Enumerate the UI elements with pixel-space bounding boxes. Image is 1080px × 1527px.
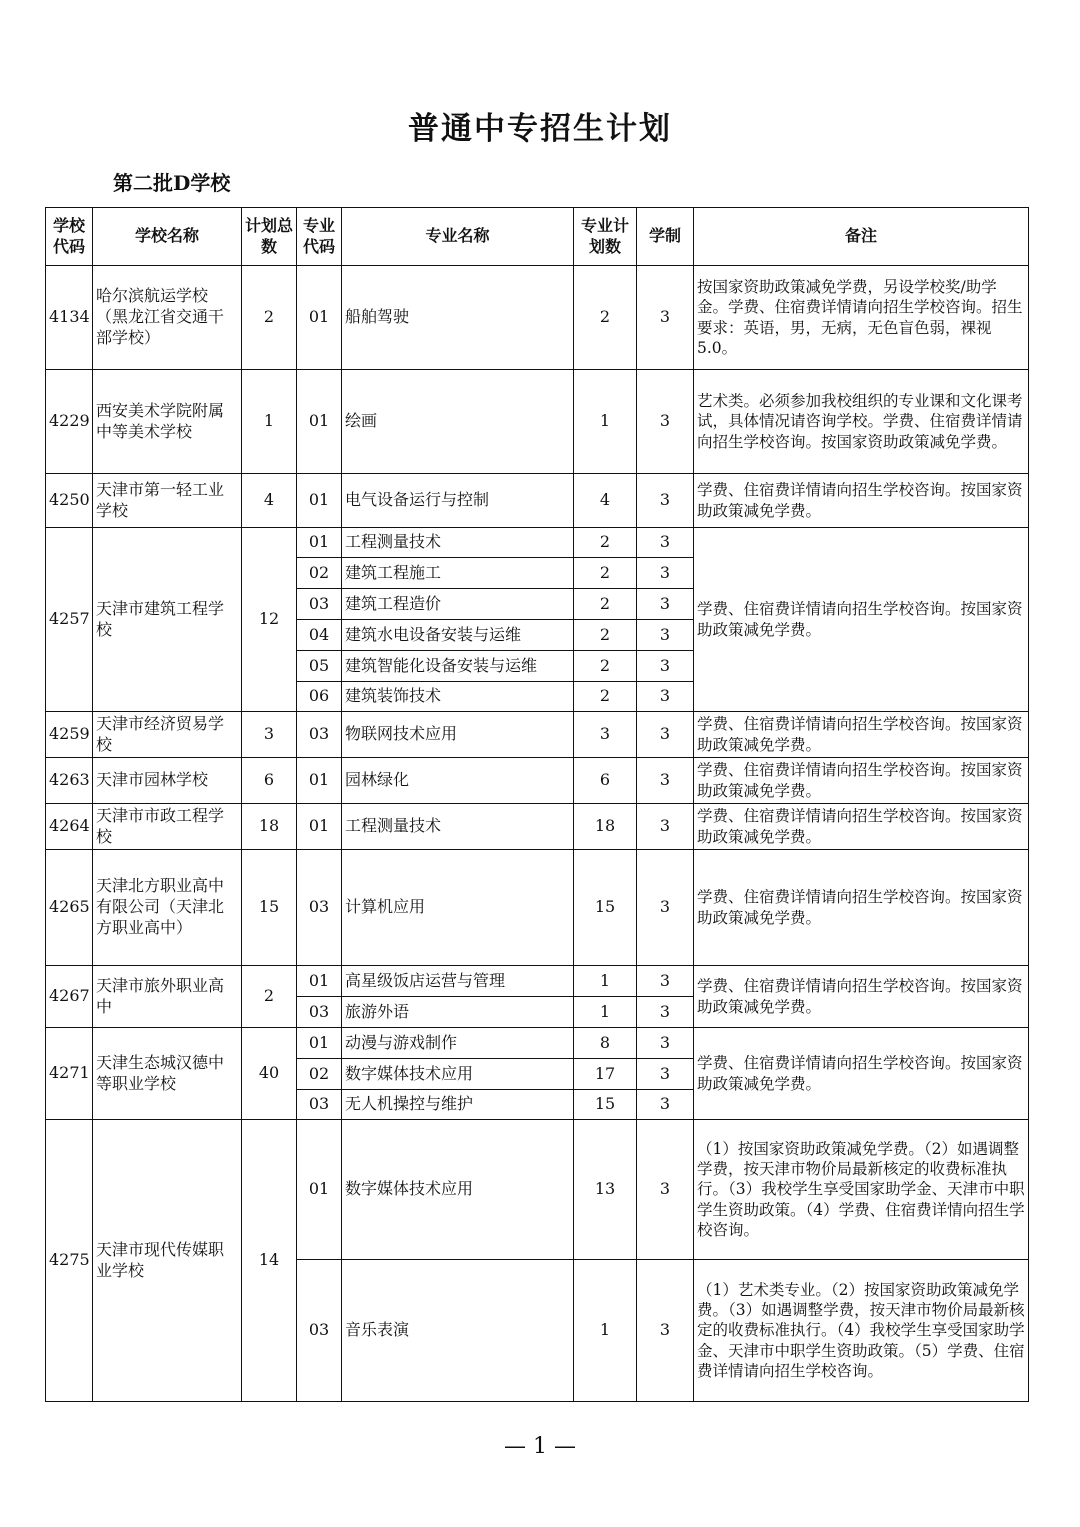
note: 艺术类。必须参加我校组织的专业课和文化课考试，具体情况请咨询学校。学费、住宿费详情请向招生学校咨询。按国家资助政策减免学费。 <box>694 370 1029 474</box>
years: 3 <box>637 1028 694 1059</box>
years: 3 <box>637 589 694 620</box>
years: 3 <box>637 804 694 850</box>
major-name: 数字媒体技术应用 <box>342 1120 574 1260</box>
header-major-name: 专业名称 <box>342 208 574 266</box>
note: 学费、住宿费详情请向招生学校咨询。按国家资助政策减免学费。 <box>694 850 1029 966</box>
major-name: 无人机操控与维护 <box>342 1090 574 1120</box>
major-name: 音乐表演 <box>342 1260 574 1402</box>
major-name: 动漫与游戏制作 <box>342 1028 574 1059</box>
major-name: 高星级饭店运营与管理 <box>342 966 574 997</box>
plan-total: 12 <box>242 528 297 712</box>
years: 3 <box>637 850 694 966</box>
major-name: 建筑工程造价 <box>342 589 574 620</box>
plan-total: 14 <box>242 1120 297 1402</box>
major-code: 03 <box>297 997 342 1028</box>
years: 3 <box>637 620 694 651</box>
plan-total: 2 <box>242 266 297 370</box>
major-name: 绘画 <box>342 370 574 474</box>
note: 学费、住宿费详情请向招生学校咨询。按国家资助政策减免学费。 <box>694 758 1029 804</box>
table-row <box>46 850 1029 966</box>
note: （1）艺术类专业。（2）按国家资助政策减免学费。（3）如遇调整学费，按天津市物价局最新核定的收费标准执行。（4）我校学生享受国家助学金、天津市中职学生资助政策。（5）学费、住宿费详情请向招生学校咨询。 <box>694 1260 1029 1402</box>
major-code: 01 <box>297 370 342 474</box>
years: 3 <box>637 651 694 682</box>
major-code: 01 <box>297 1120 342 1260</box>
school-code: 4250 <box>46 474 93 528</box>
major-plan: 3 <box>574 712 637 758</box>
school-code: 4275 <box>46 1120 93 1402</box>
major-name: 工程测量技术 <box>342 528 574 558</box>
years: 3 <box>637 528 694 558</box>
major-plan: 8 <box>574 1028 637 1059</box>
years: 3 <box>637 966 694 997</box>
school-code: 4259 <box>46 712 93 758</box>
major-plan: 2 <box>574 651 637 682</box>
major-code: 01 <box>297 804 342 850</box>
major-name: 数字媒体技术应用 <box>342 1059 574 1090</box>
major-code: 01 <box>297 1028 342 1059</box>
school-name: 天津市第一轻工业学校 <box>93 474 242 528</box>
plan-total: 4 <box>242 474 297 528</box>
page-title: 普通中专招生计划 <box>408 111 672 147</box>
major-name: 建筑工程施工 <box>342 558 574 589</box>
page-number: — 1 — <box>504 1434 576 1459</box>
note: 学费、住宿费详情请向招生学校咨询。按国家资助政策减免学费。 <box>694 1028 1029 1120</box>
school-code: 4134 <box>46 266 93 370</box>
years: 3 <box>637 558 694 589</box>
major-plan: 17 <box>574 1059 637 1090</box>
major-plan: 2 <box>574 528 637 558</box>
school-name: 天津市经济贸易学校 <box>93 712 242 758</box>
table-row <box>46 1120 1029 1260</box>
school-name: 天津市旅外职业高中 <box>93 966 242 1028</box>
major-plan: 4 <box>574 474 637 528</box>
header-school-name: 学校名称 <box>93 208 242 266</box>
school-code: 4257 <box>46 528 93 712</box>
table-row <box>46 966 1029 997</box>
plan-total: 15 <box>242 850 297 966</box>
major-code: 06 <box>297 682 342 712</box>
note: 学费、住宿费详情请向招生学校咨询。按国家资助政策减免学费。 <box>694 474 1029 528</box>
major-plan: 2 <box>574 266 637 370</box>
major-code: 01 <box>297 758 342 804</box>
header-plan-total: 计划总数 <box>242 208 297 266</box>
major-name: 计算机应用 <box>342 850 574 966</box>
plan-total: 6 <box>242 758 297 804</box>
major-code: 03 <box>297 850 342 966</box>
table-row <box>46 370 1029 474</box>
major-plan: 1 <box>574 370 637 474</box>
major-code: 01 <box>297 966 342 997</box>
major-name: 建筑水电设备安装与运维 <box>342 620 574 651</box>
enrollment-plan-table <box>45 207 1029 1402</box>
years: 3 <box>637 1090 694 1120</box>
major-name: 园林绿化 <box>342 758 574 804</box>
major-plan: 15 <box>574 850 637 966</box>
major-plan: 1 <box>574 997 637 1028</box>
major-plan: 2 <box>574 620 637 651</box>
batch-subtitle: 第二批D学校 <box>113 171 231 195</box>
school-name: 西安美术学院附属中等美术学校 <box>93 370 242 474</box>
school-name: 天津市现代传媒职业学校 <box>93 1120 242 1402</box>
years: 3 <box>637 370 694 474</box>
years: 3 <box>637 1260 694 1402</box>
major-plan: 6 <box>574 758 637 804</box>
plan-total: 2 <box>242 966 297 1028</box>
school-code: 4229 <box>46 370 93 474</box>
table-row <box>46 804 1029 850</box>
years: 3 <box>637 266 694 370</box>
school-name: 天津市建筑工程学校 <box>93 528 242 712</box>
table-row <box>46 758 1029 804</box>
header-major-plan: 专业计划数 <box>574 208 637 266</box>
major-plan: 1 <box>574 1260 637 1402</box>
note: 学费、住宿费详情请向招生学校咨询。按国家资助政策减免学费。 <box>694 528 1029 712</box>
major-plan: 1 <box>574 966 637 997</box>
school-name: 天津市园林学校 <box>93 758 242 804</box>
table-row <box>46 1028 1029 1059</box>
school-code: 4267 <box>46 966 93 1028</box>
major-code: 04 <box>297 620 342 651</box>
header-major-code: 专业代码 <box>297 208 342 266</box>
table-row <box>46 712 1029 758</box>
major-plan: 2 <box>574 558 637 589</box>
plan-total: 1 <box>242 370 297 474</box>
major-plan: 13 <box>574 1120 637 1260</box>
major-code: 02 <box>297 1059 342 1090</box>
years: 3 <box>637 682 694 712</box>
major-code: 01 <box>297 474 342 528</box>
years: 3 <box>637 474 694 528</box>
years: 3 <box>637 758 694 804</box>
school-code: 4264 <box>46 804 93 850</box>
plan-total: 40 <box>242 1028 297 1120</box>
major-code: 03 <box>297 1260 342 1402</box>
major-name: 建筑智能化设备安装与运维 <box>342 651 574 682</box>
school-code: 4263 <box>46 758 93 804</box>
header-school-code: 学校代码 <box>46 208 93 266</box>
plan-total: 3 <box>242 712 297 758</box>
major-name: 旅游外语 <box>342 997 574 1028</box>
plan-total: 18 <box>242 804 297 850</box>
school-name: 天津北方职业高中有限公司（天津北方职业高中） <box>93 850 242 966</box>
major-name: 建筑装饰技术 <box>342 682 574 712</box>
major-name: 物联网技术应用 <box>342 712 574 758</box>
header-years: 学制 <box>637 208 694 266</box>
school-code: 4271 <box>46 1028 93 1120</box>
major-code: 01 <box>297 528 342 558</box>
school-code: 4265 <box>46 850 93 966</box>
major-plan: 18 <box>574 804 637 850</box>
note: 学费、住宿费详情请向招生学校咨询。按国家资助政策减免学费。 <box>694 804 1029 850</box>
school-name: 哈尔滨航运学校（黑龙江省交通干部学校） <box>93 266 242 370</box>
school-name: 天津生态城汉德中等职业学校 <box>93 1028 242 1120</box>
major-name: 船舶驾驶 <box>342 266 574 370</box>
major-code: 03 <box>297 712 342 758</box>
note: 学费、住宿费详情请向招生学校咨询。按国家资助政策减免学费。 <box>694 712 1029 758</box>
major-plan: 15 <box>574 1090 637 1120</box>
years: 3 <box>637 997 694 1028</box>
years: 3 <box>637 712 694 758</box>
table-row <box>46 528 1029 558</box>
table-row <box>46 474 1029 528</box>
major-plan: 2 <box>574 682 637 712</box>
note: 学费、住宿费详情请向招生学校咨询。按国家资助政策减免学费。 <box>694 966 1029 1028</box>
years: 3 <box>637 1120 694 1260</box>
header-note: 备注 <box>694 208 1029 266</box>
major-name: 工程测量技术 <box>342 804 574 850</box>
table-header-row <box>46 208 1029 266</box>
major-code: 05 <box>297 651 342 682</box>
table-row <box>46 266 1029 370</box>
major-code: 01 <box>297 266 342 370</box>
major-plan: 2 <box>574 589 637 620</box>
major-code: 03 <box>297 589 342 620</box>
years: 3 <box>637 1059 694 1090</box>
note: （1）按国家资助政策减免学费。（2）如遇调整学费，按天津市物价局最新核定的收费标准执行。（3）我校学生享受国家助学金、天津市中职学生资助政策。（4）学费、住宿费详情向招生学校咨询。 <box>694 1120 1029 1260</box>
major-code: 03 <box>297 1090 342 1120</box>
major-code: 02 <box>297 558 342 589</box>
note: 按国家资助政策减免学费，另设学校奖/助学金。学费、住宿费详情请向招生学校咨询。招生要求：英语，男，无病，无色盲色弱，裸视5.0。 <box>694 266 1029 370</box>
school-name: 天津市市政工程学校 <box>93 804 242 850</box>
major-name: 电气设备运行与控制 <box>342 474 574 528</box>
